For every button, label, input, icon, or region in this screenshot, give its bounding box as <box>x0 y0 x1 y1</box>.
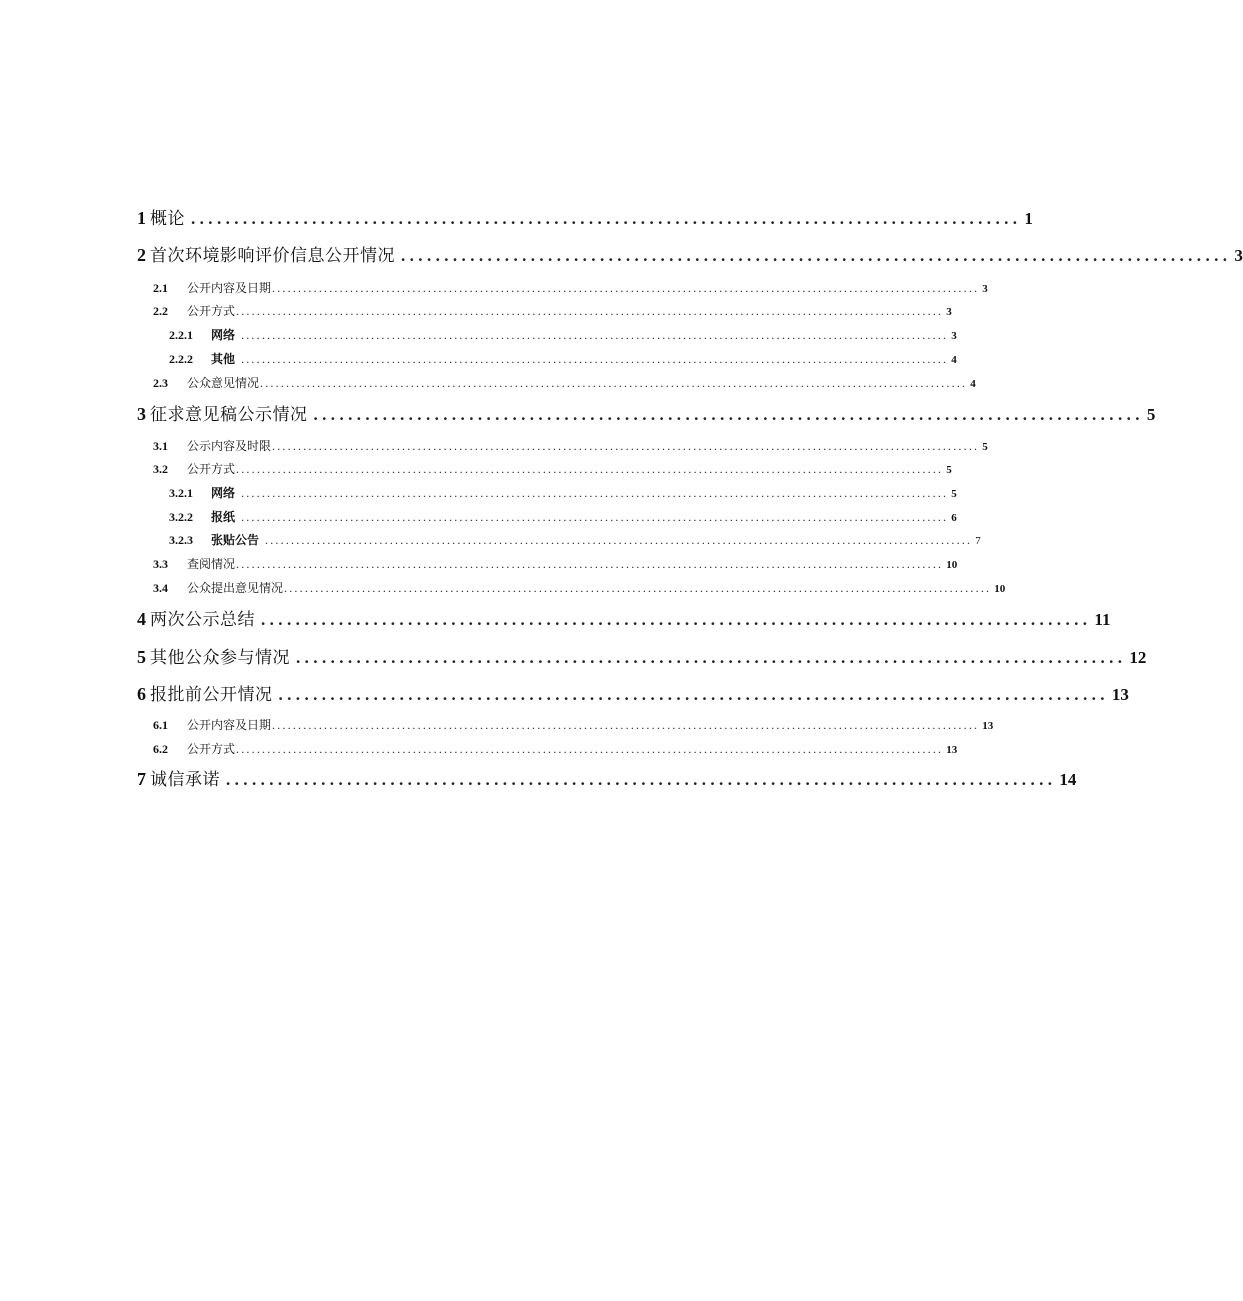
toc-entry-number: 5 <box>137 647 146 667</box>
toc-entry[interactable] <box>137 555 958 572</box>
toc-entry-number: 3.2.3 <box>169 533 193 547</box>
toc-entry[interactable] <box>137 437 988 454</box>
dot-leader: ........................................................................................................................................ <box>272 439 980 453</box>
toc-entry-page: 1 <box>1024 209 1033 228</box>
toc-entry[interactable] <box>137 643 1147 668</box>
toc-entry-page: 3 <box>1234 246 1243 265</box>
toc-entry-title: 公开内容及日期 <box>187 281 272 295</box>
toc-entry-number: 6.1 <box>153 718 168 732</box>
dot-leader: ................................................................................................ <box>191 209 1022 228</box>
toc-entry-title: 报批前公开情况 <box>150 685 273 705</box>
toc-entry-title: 首次环境影响评价信息公开情况 <box>150 246 395 266</box>
toc-entry-page: 13 <box>1111 685 1129 704</box>
dot-leader: ................................................................................................ <box>296 648 1127 667</box>
dot-leader: ........................................................................................................................................ <box>241 486 949 500</box>
toc-entry-title: 其他公众参与情况 <box>150 648 290 668</box>
toc-entry-title: 公众意见情况 <box>187 376 260 390</box>
toc-entry-number: 3.2.1 <box>169 486 193 500</box>
toc-entry[interactable] <box>137 400 1156 425</box>
dot-leader: ........................................................................................................................................ <box>236 742 944 756</box>
toc-entry-number: 2.2 <box>153 304 168 318</box>
toc-entry-number: 1 <box>137 208 146 228</box>
toc-entry[interactable] <box>137 740 958 757</box>
toc-entry-page: 5 <box>951 488 957 500</box>
dot-leader: ........................................................................................................................................ <box>236 557 944 571</box>
dot-leader: ................................................................................................ <box>261 610 1092 629</box>
dot-leader: ........................................................................................................................................ <box>284 581 992 595</box>
toc-entry-number: 2.1 <box>153 281 168 295</box>
toc-entry-title: 公开方式 <box>187 304 236 318</box>
toc-entry[interactable] <box>137 716 994 733</box>
toc-entry-number: 3.4 <box>153 581 168 595</box>
toc-entry[interactable] <box>137 374 976 391</box>
toc-entry-number: 2.2.2 <box>169 352 193 366</box>
dot-leader: ................................................................................................ <box>226 770 1057 789</box>
toc-entry-title: 公开方式 <box>187 742 236 756</box>
toc-entry-page: 11 <box>1094 610 1111 629</box>
toc-entry-title: 查阅情况 <box>187 557 236 571</box>
toc-entry-page: 14 <box>1059 770 1077 789</box>
toc-entry[interactable] <box>137 302 952 319</box>
toc-entry-page: 4 <box>951 354 957 366</box>
toc-entry[interactable] <box>137 605 1111 630</box>
toc-entry-page: 6 <box>951 512 957 524</box>
toc-entry-page: 5 <box>982 441 988 453</box>
dot-leader: ........................................................................................................................................ <box>241 510 949 524</box>
toc-entry-number: 3.2 <box>153 462 168 476</box>
toc-entry[interactable] <box>137 579 1006 596</box>
toc-entry-title: 两次公示总结 <box>150 610 255 630</box>
toc-entry-title: 诚信承诺 <box>150 770 220 790</box>
toc-entry-title: 公众提出意见情况 <box>187 581 284 595</box>
toc-entry-title: 报纸 <box>211 510 236 524</box>
toc-entry[interactable] <box>137 765 1077 790</box>
toc-entry-title: 网络 <box>211 486 236 500</box>
toc-entry-number: 6.2 <box>153 742 168 756</box>
toc-entry-title: 公开内容及日期 <box>187 718 272 732</box>
toc-entry-number: 3.3 <box>153 557 168 571</box>
dot-leader: ........................................................................................................................................ <box>272 281 980 295</box>
toc-entry-title: 征求意见稿公示情况 <box>150 405 308 425</box>
toc-entry-number: 3.1 <box>153 439 168 453</box>
toc-entry-title: 网络 <box>211 328 236 342</box>
toc-entry-page: 3 <box>951 330 957 342</box>
toc-entry-title: 公示内容及时限 <box>187 439 272 453</box>
toc-entry-page: 10 <box>946 559 958 571</box>
toc-entry[interactable] <box>137 680 1129 705</box>
toc-entry[interactable] <box>137 350 957 367</box>
toc-entry[interactable] <box>137 326 957 343</box>
toc-entry-number: 6 <box>137 684 146 704</box>
dot-leader: ........................................................................................................................................ <box>241 328 949 342</box>
toc-entry-page: 5 <box>1146 405 1156 424</box>
toc-entry-number: 2.2.1 <box>169 328 193 342</box>
dot-leader: ................................................................................................ <box>401 246 1232 265</box>
toc-entry-page: 13 <box>982 720 994 732</box>
toc-entry[interactable] <box>137 484 957 501</box>
dot-leader: ................................................................................................ <box>278 685 1109 704</box>
toc-entry-page: 4 <box>970 378 976 390</box>
toc-entry-title: 张贴公告 <box>211 533 260 547</box>
toc-entry-number: 3 <box>137 404 146 424</box>
toc-entry-title: 概论 <box>150 209 185 229</box>
dot-leader: ........................................................................................................................................ <box>265 533 973 547</box>
toc-entry-number: 2.3 <box>153 376 168 390</box>
toc-entry-number: 3.2.2 <box>169 510 193 524</box>
dot-leader: ........................................................................................................................................ <box>272 718 980 732</box>
table-of-contents <box>137 0 1243 800</box>
dot-leader: ................................................................................................ <box>313 405 1144 424</box>
toc-entry-page: 3 <box>982 283 988 295</box>
toc-entry-number: 2 <box>137 245 146 265</box>
toc-entry[interactable] <box>137 241 1243 266</box>
toc-entry[interactable] <box>137 460 952 477</box>
toc-entry-page: 7 <box>975 535 981 547</box>
toc-entry-title: 公开方式 <box>187 462 236 476</box>
toc-entry-page: 10 <box>994 583 1006 595</box>
dot-leader: ........................................................................................................................................ <box>260 376 968 390</box>
toc-entry-page: 13 <box>946 744 958 756</box>
toc-entry[interactable] <box>137 204 1033 229</box>
toc-entry[interactable] <box>137 508 957 525</box>
dot-leader: ........................................................................................................................................ <box>236 304 944 318</box>
toc-entry-number: 7 <box>137 769 146 789</box>
toc-entry-page: 5 <box>946 464 952 476</box>
toc-entry-page: 3 <box>946 306 952 318</box>
toc-entry[interactable] <box>137 279 988 296</box>
toc-entry-number: 4 <box>137 609 146 629</box>
toc-entry-page: 12 <box>1129 648 1147 667</box>
dot-leader: ........................................................................................................................................ <box>241 352 949 366</box>
toc-entry-title: 其他 <box>211 352 236 366</box>
toc-entry[interactable] <box>137 531 981 548</box>
dot-leader: ........................................................................................................................................ <box>236 462 944 476</box>
